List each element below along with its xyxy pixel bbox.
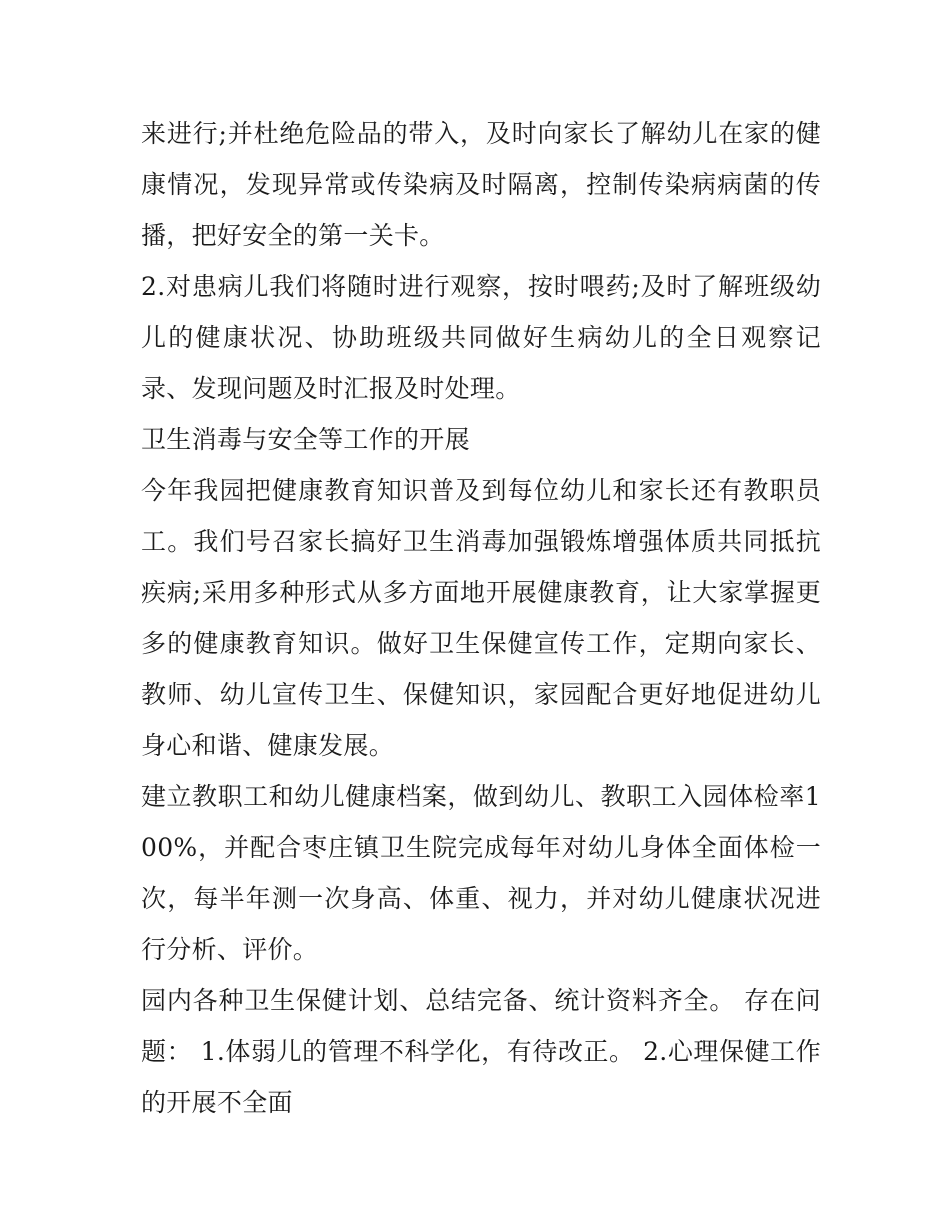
- paragraph-sick-children: 2.对患病儿我们将随时进行观察，按时喂药;及时了解班级幼儿的健康状况、协助班级共同做好生病幼儿的全日观察记录、发现问题及时汇报及时处理。: [141, 272, 821, 403]
- paragraph-hygiene-intro: 来进行;并杜绝危险品的带入，及时向家长了解幼儿在家的健康情况，发现异常或传染病及时隔离，控制传染病病菌的传播，把好安全的第一关卡。: [141, 119, 821, 250]
- paragraph-health-education: 今年我园把健康教育知识普及到每位幼儿和家长还有教职员工。我们号召家长搞好卫生消毒加强锻炼增强体质共同抵抗疾病;采用多种形式从多方面地开展健康教育，让大家掌握更多的健康教育知识。做好卫生保健宣传工作，定期向家长、教师、幼儿宣传卫生、保健知识，家园配合更好地促进幼儿身心和谐、健康发展。: [141, 476, 821, 760]
- paragraph-problems: 园内各种卫生保健计划、总结完备、统计资料齐全。 存在问题： 1.体弱儿的管理不科学化，有待改正。 2.心理保健工作的开展不全面: [141, 986, 821, 1117]
- section-heading: 卫生消毒与安全等工作的开展: [141, 425, 470, 454]
- paragraph-health-records: 建立教职工和幼儿健康档案，做到幼儿、教职工入园体检率100%，并配合枣庄镇卫生院完成每年对幼儿身体全面体检一次，每半年测一次身高、体重、视力，并对幼儿健康状况进行分析、评价。: [141, 782, 821, 964]
- document-body: [141, 108, 821, 1128]
